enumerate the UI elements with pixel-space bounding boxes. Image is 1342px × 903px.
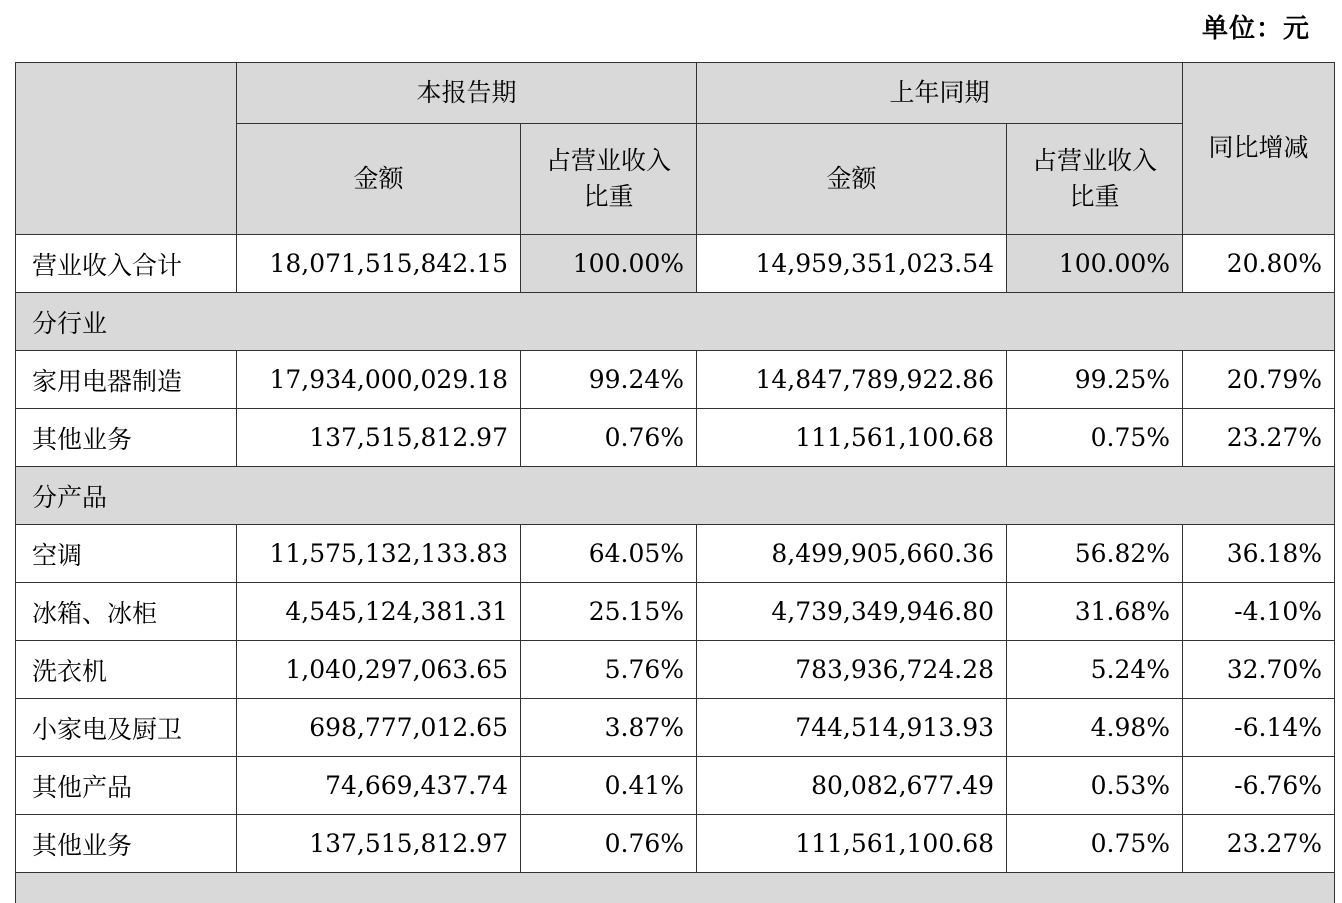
header-prior-period: 上年同期: [697, 63, 1183, 124]
current-share: 99.24%: [521, 351, 697, 409]
header-current-period: 本报告期: [237, 63, 697, 124]
current-amount: 137,515,812.97: [237, 409, 521, 467]
header-prior-amount: 金额: [697, 124, 1007, 235]
prior-share: 31.68%: [1007, 583, 1183, 641]
current-amount: 1,040,297,063.65: [237, 641, 521, 699]
header-blank-cell: [16, 63, 237, 235]
category-label: 分行业: [16, 293, 1335, 351]
table-row: [16, 815, 1335, 873]
yoy-change: -6.76%: [1183, 757, 1335, 815]
current-share: 0.76%: [521, 815, 697, 873]
table-row: [16, 757, 1335, 815]
prior-amount: 111,561,100.68: [697, 409, 1007, 467]
total-yoy: 20.80%: [1183, 235, 1335, 293]
total-current-share: 100.00%: [521, 235, 697, 293]
prior-amount: 783,936,724.28: [697, 641, 1007, 699]
unit-label: 单位：元: [1202, 8, 1310, 45]
table-row: [16, 641, 1335, 699]
row-label: 其他产品: [16, 757, 237, 815]
yoy-change: 36.18%: [1183, 525, 1335, 583]
prior-share: 5.24%: [1007, 641, 1183, 699]
prior-amount: 8,499,905,660.36: [697, 525, 1007, 583]
total-current-amount: 18,071,515,842.15: [237, 235, 521, 293]
category-row-industry: [16, 293, 1335, 351]
table-row: [16, 699, 1335, 757]
row-label: 其他业务: [16, 815, 237, 873]
prior-share: 56.82%: [1007, 525, 1183, 583]
category-row-product: [16, 467, 1335, 525]
category-label: 分产品: [16, 467, 1335, 525]
current-amount: 4,545,124,381.31: [237, 583, 521, 641]
total-row: [16, 235, 1335, 293]
revenue-table: [15, 62, 1335, 903]
prior-amount: 80,082,677.49: [697, 757, 1007, 815]
table-tail-row: [16, 873, 1335, 903]
total-prior-amount: 14,959,351,023.54: [697, 235, 1007, 293]
header-row-1: [16, 63, 1335, 124]
row-label: 家用电器制造: [16, 351, 237, 409]
current-share: 0.76%: [521, 409, 697, 467]
header-yoy: 同比增减: [1183, 63, 1335, 235]
current-share: 0.41%: [521, 757, 697, 815]
header-current-amount: 金额: [237, 124, 521, 235]
prior-share: 99.25%: [1007, 351, 1183, 409]
prior-amount: 4,739,349,946.80: [697, 583, 1007, 641]
table-row: [16, 583, 1335, 641]
prior-share: 4.98%: [1007, 699, 1183, 757]
current-amount: 698,777,012.65: [237, 699, 521, 757]
current-amount: 74,669,437.74: [237, 757, 521, 815]
yoy-change: 23.27%: [1183, 409, 1335, 467]
prior-amount: 14,847,789,922.86: [697, 351, 1007, 409]
prior-share: 0.75%: [1007, 815, 1183, 873]
yoy-change: 32.70%: [1183, 641, 1335, 699]
current-share: 5.76%: [521, 641, 697, 699]
header-prior-share: 占营业收入 比重: [1007, 124, 1183, 235]
current-share: 64.05%: [521, 525, 697, 583]
yoy-change: 20.79%: [1183, 351, 1335, 409]
current-amount: 11,575,132,133.83: [237, 525, 521, 583]
prior-amount: 111,561,100.68: [697, 815, 1007, 873]
prior-amount: 744,514,913.93: [697, 699, 1007, 757]
yoy-change: -6.14%: [1183, 699, 1335, 757]
row-label: 空调: [16, 525, 237, 583]
total-label: 营业收入合计: [16, 235, 237, 293]
prior-share: 0.53%: [1007, 757, 1183, 815]
row-label: 洗衣机: [16, 641, 237, 699]
row-label: 其他业务: [16, 409, 237, 467]
total-prior-share: 100.00%: [1007, 235, 1183, 293]
table-row: [16, 525, 1335, 583]
current-share: 3.87%: [521, 699, 697, 757]
current-amount: 137,515,812.97: [237, 815, 521, 873]
row-label: 冰箱、冰柜: [16, 583, 237, 641]
current-share: 25.15%: [521, 583, 697, 641]
table-row: [16, 409, 1335, 467]
yoy-change: -4.10%: [1183, 583, 1335, 641]
row-label: 小家电及厨卫: [16, 699, 237, 757]
prior-share: 0.75%: [1007, 409, 1183, 467]
current-amount: 17,934,000,029.18: [237, 351, 521, 409]
table-row: [16, 351, 1335, 409]
header-current-share: 占营业收入 比重: [521, 124, 697, 235]
table-tail-cell: [16, 873, 1335, 903]
yoy-change: 23.27%: [1183, 815, 1335, 873]
